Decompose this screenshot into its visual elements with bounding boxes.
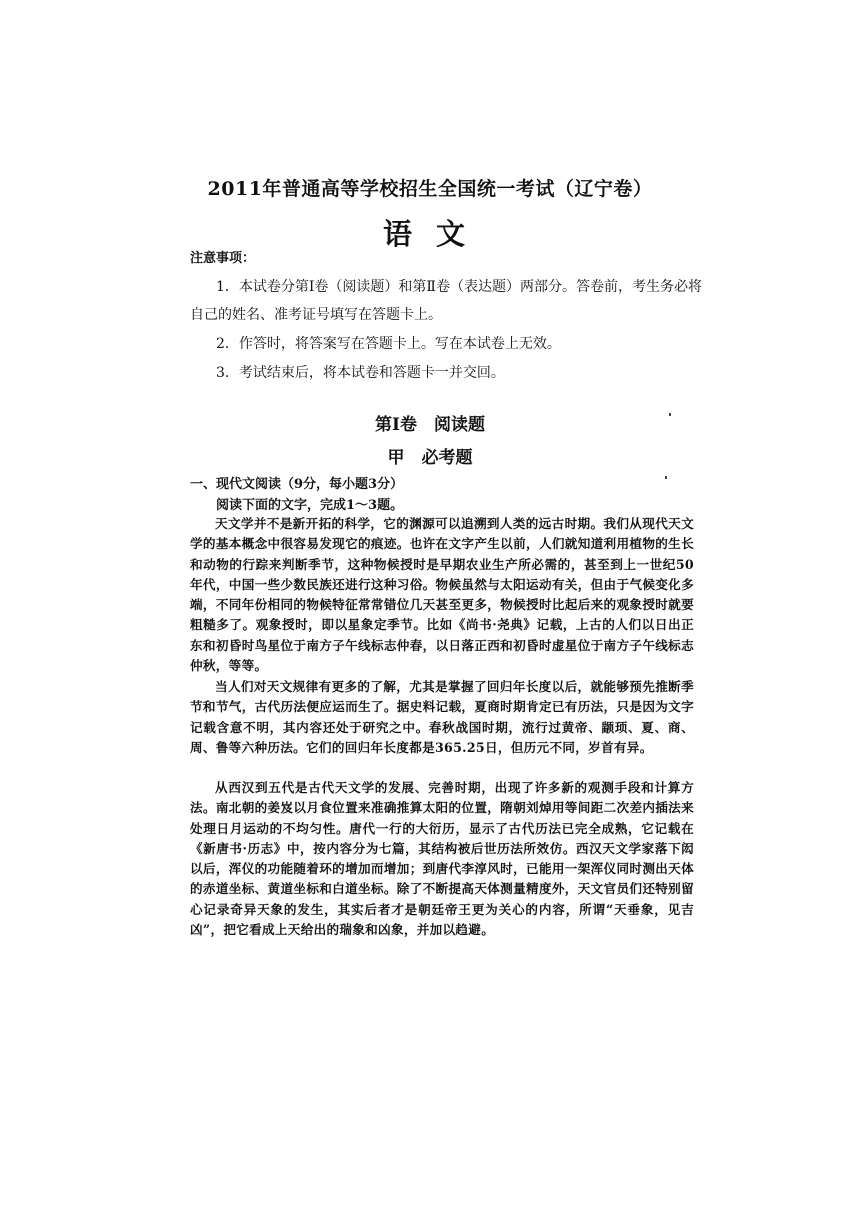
reading-instruction: 阅读下面的文字，完成1～3题。 — [216, 498, 404, 513]
notice-heading: 注意事项： — [190, 251, 256, 266]
scan-speck — [669, 413, 671, 416]
section-title: 甲 必考题 — [387, 448, 473, 468]
notice-item-2: 2．作答时，将答案写在答题卡上。写在本试卷上无效。 — [216, 336, 561, 352]
passage-paragraph-1: 天文学并不是新开拓的科学，它的渊源可以追溯到人类的远古时期。我们从现代天文学的基本概念中很容易发现它的痕迹。也许在文字产生以前，人们就知道利用植物的生长和动物的行踪来判断季节，这种物候授时是早期农业生产所必需的，甚至到上一世纪50年代，中国一些少数民族还进行这种习俗。物候虽然与太阳运动有关，但由于气候变化多端，不同年份相同的物候特征常常错位几天甚至更多，物候授时比起后来的观象授时就要粗糙多了。观象授时，即以星象定季节。比如《尚书·尧典》记载，上古的人们以日出正东和初昏时鸟星位于南方子午线标志仲春，以日落正西和初昏时虚星位于南方子午线标志仲秋，等等。 — [190, 516, 694, 674]
subject-title: 语文 — [382, 217, 489, 251]
question-heading: 一、现代文阅读（9分，每小题3分） — [190, 477, 404, 492]
part-title: 第Ⅰ卷 阅读题 — [375, 415, 485, 435]
passage-paragraph-3: 从西汉到五代是古代天文学的发展、完善时期，出现了许多新的观测手段和计算方法。南北朝的姜岌以月食位置来准确推算太阳的位置，隋朝刘焯用等间距二次差内插法来处理日月运动的不均匀性。唐代一行的大衍历，显示了古代历法已完全成熟，它记载在《新唐书·历志》中，按内容分为七篇，其结构被后世历法所效仿。西汉天文学家落下闳以后，浑仪的功能随着环的增加而增加；到唐代李淳风时，已能用一架浑仪同时测出天体的赤道坐标、黄道坐标和白道坐标。除了不断提高天体测量精度外，天文官员们还特别留心记录奇异天象的发生，其实后者才是朝廷帝王更为关心的内容，所谓“天垂象，见吉凶”，把它看成上天给出的瑞象和凶象，并加以趋避。 — [190, 780, 694, 938]
notice-item-1-continued: 自己的姓名、准考证号填写在答题卡上。 — [190, 307, 442, 323]
scan-speck — [665, 476, 667, 479]
passage-paragraph-2: 当人们对天文规律有更多的了解，尤其是掌握了回归年长度以后，就能够预先推断季节和节气，古代历法便应运而生了。据史料记载，夏商时期肯定已有历法，只是因为文字记载含意不明，其内容还处于研究之中。春秋战国时期，流行过黄帝、颛顼、夏、商、周、鲁等六种历法。它们的回归年长度都是365.25日，但历元不同，岁首有异。 — [190, 679, 694, 755]
exam-title: 2011年普通高等学校招生全国统一考试（辽宁卷） — [207, 178, 653, 200]
notice-item-3: 3．考试结束后，将本试卷和答题卡一并交回。 — [216, 365, 505, 381]
notice-item-1: 1．本试卷分第Ⅰ卷（阅读题）和第Ⅱ卷（表达题）两部分。答卷前，考生务必将 — [216, 279, 702, 295]
